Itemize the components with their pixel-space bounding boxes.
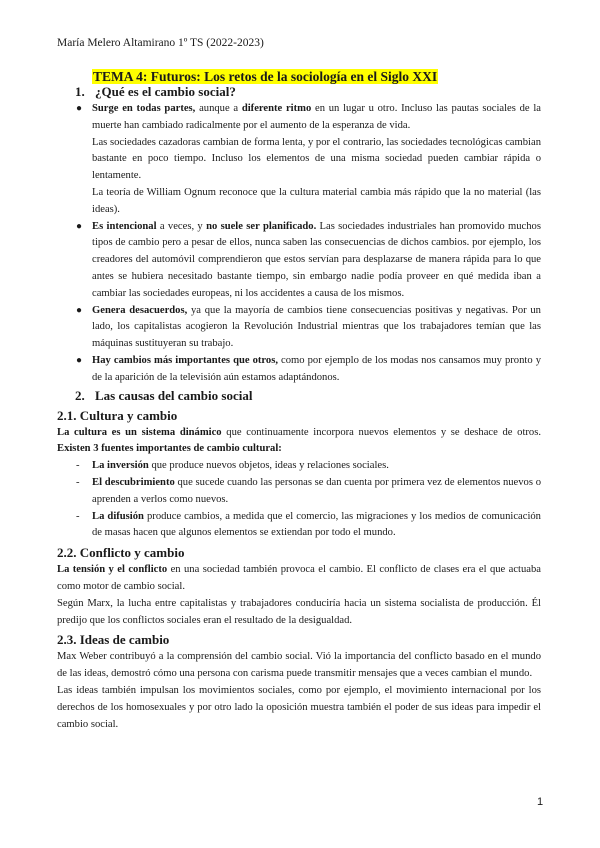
text: como por ejemplo de los modas nos cansamos muy pronto y de la aparición de la televisión aún estamos adaptándonos. (92, 354, 541, 383)
text: a veces, y (156, 220, 207, 232)
bullet-icon: ● (76, 103, 83, 114)
list-item (57, 475, 541, 509)
section-title: ¿Qué es el cambio social? (95, 84, 236, 99)
subsection-2-1-heading: 2.1. Cultura y cambio (57, 407, 178, 423)
subsection-2-2-heading: 2.2. Conflicto y cambio (57, 545, 185, 561)
paragraph: Según Marx, la lucha entre capitalistas y trabajadores conduciría hacia un sistema socialista de producción. Él predijo que los conflictos sociales eran el resultado de la desigualdad. (57, 597, 541, 626)
section-1-heading (57, 83, 541, 101)
bold-text: El descubrimiento (92, 476, 175, 488)
text: que sucede cuando las personas se dan cuenta por primera vez de elementos nuevos o aprenden a verlos como nuevos. (92, 476, 541, 505)
section-number: 1. (75, 84, 85, 99)
bold-text: no suele ser planificado. (206, 220, 317, 232)
text: en una sociedad también provoca el cambio. El conflicto de clases era el que actuaba como motor de cambio social. (57, 564, 541, 592)
paragraph (57, 562, 541, 596)
bullet-list (57, 101, 541, 387)
list-item (57, 101, 541, 219)
list-item (57, 458, 541, 475)
paragraph: La teoría de William Ognum reconoce que la cultura material cambia más rápido que la no material (las ideas). (92, 186, 541, 215)
bold-text: Existen 3 fuentes importantes de cambio cultural: (57, 443, 282, 455)
dash-list (57, 458, 541, 542)
page-number: 1 (537, 796, 544, 808)
bold-text: La difusión (92, 510, 144, 522)
document-title: TEMA 4: Futuros: Los retos de la sociología en el Siglo XXI (93, 69, 438, 84)
text: en un lugar u otro. Incluso las pautas sociales de la muerte han cambiado radicalmente por el aumento de la esperanza de vida. (92, 103, 541, 131)
text: produce cambios, a medida que el comercio, las migraciones y los medios de comunicación de masas hacen que algunos elementos se extiendan por todo el mundo. (92, 510, 541, 539)
bold-text: Surge en todas partes, (92, 103, 196, 114)
text: ya que la mayoría de cambios tiene consecuencias positivas y negativas. Por un lado, los capitalistas acogieron la Revolución Industrial mientras que los trabajadores temían que las máquinas sustituyeran su trabajo. (92, 304, 541, 350)
bullet-icon: ● (76, 354, 83, 366)
section-number: 2. (75, 387, 85, 403)
dash-icon: - (76, 460, 80, 472)
list-item (57, 353, 541, 387)
bold-text: La inversión (92, 460, 149, 472)
subsection-2-3-heading: 2.3. Ideas de cambio (57, 632, 170, 648)
dash-icon: - (76, 510, 80, 522)
bold-text: Genera desacuerdos, (92, 304, 188, 316)
text: Las sociedades industriales han promovido muchos tipos de cambio pero a pesar de ellos, nunca saben las consecuencias de dichos cambios. por ejemplo, los creadores del automóvil comprendieron que estos servían para desplazarse de manera rápida para lo que antes se hubiera necesitado bastante tiempo, sin embargo nadie podía proveer en qué medida iban a cambiar las sociedades europeas, ni los accidentes a causa de los mismos. (92, 220, 541, 299)
paragraph: Las ideas también impulsan los movimientos sociales, como por ejemplo, el movimiento internacional por los derechos de los homosexuales y por otro lado la oposición muestra también el poder de sus ideas para impedir el cambio social. (57, 684, 541, 730)
page-header: María Melero Altamirano 1º TS (2022-2023) (57, 37, 264, 49)
document-body (57, 83, 541, 733)
paragraph (57, 425, 541, 459)
bold-text: La tensión y el conflicto (57, 564, 168, 576)
bold-text: Hay cambios más importantes que otros, (92, 354, 278, 366)
bullet-icon: ● (76, 304, 83, 316)
bold-text: diferente ritmo (241, 103, 312, 114)
bold-text: La cultura es un sistema dinámico (57, 426, 222, 438)
list-item (57, 509, 541, 543)
paragraph: Las sociedades cazadoras cambian de forma lenta, y por el contrario, las sociedades tecnológicas cambian bastante en poco tiempo. Incluso los elementos de una misma sociedad pueden cambiar rápida o lentamente. (92, 136, 541, 182)
bullet-icon: ● (76, 220, 83, 232)
text: que continuamente incorpora nuevos elementos y se deshace de otros. (221, 426, 541, 438)
dash-icon: - (76, 476, 80, 488)
bold-text: Es intencional (92, 220, 157, 232)
section-title: Las causas del cambio social (95, 387, 253, 403)
list-item (57, 219, 541, 303)
text: aunque a (195, 103, 242, 114)
paragraph: Max Weber contribuyó a la comprensión del cambio social. Vió la importancia del conflicto basado en el mundo de las ideas, demostró cómo una persona con carisma puede transmitir mensajes que a veces cambian el mundo. (57, 651, 541, 680)
text: que produce nuevos objetos, ideas y relaciones sociales. (148, 460, 389, 472)
list-item (57, 303, 541, 353)
section-2-heading (57, 387, 541, 405)
